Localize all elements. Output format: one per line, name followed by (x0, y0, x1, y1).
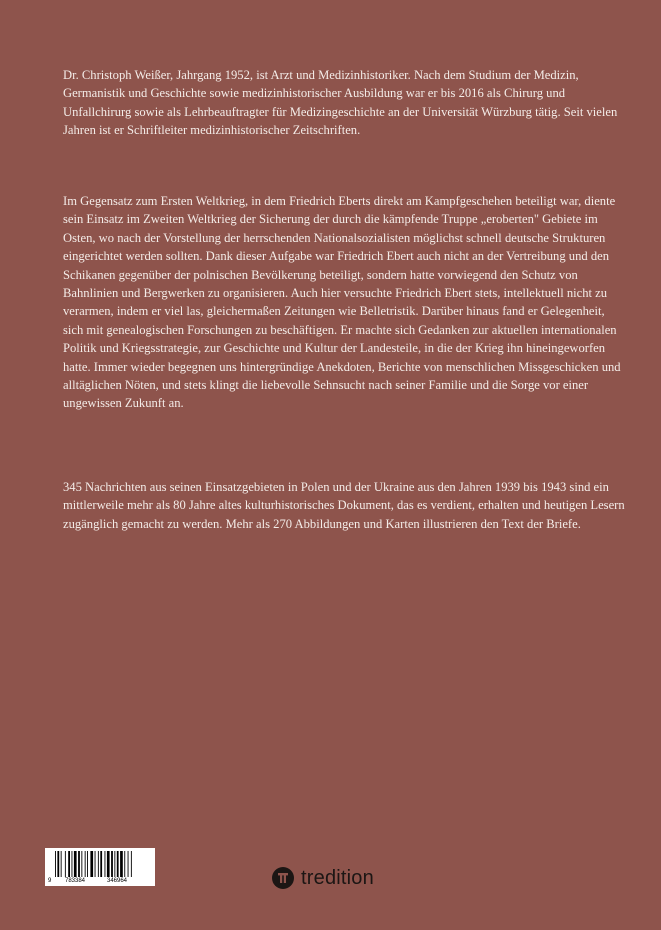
publisher-name: tredition (301, 866, 374, 889)
barcode-group-2: 346964 (107, 878, 128, 884)
barcode-lead-digit: 9 (48, 878, 52, 884)
barcode-bars (45, 848, 155, 886)
book-summary: 345 Nachrichten aus seinen Einsatzgebieten in Polen und der Ukraine aus den Jahren 1939 bis 1943 sind ein mittlerweile mehr als 80 Jahre altes kulturhistorisches Dokument, das es verdient, erhalten und heutigen Lesern zugänglich gemacht zu werden. Mehr als 270 Abbildungen und Karten illustrieren den Text der Briefe. (63, 480, 625, 531)
isbn-barcode (45, 848, 155, 886)
book-description: Im Gegensatz zum Ersten Weltkrieg, in dem Friedrich Eberts direkt am Kampfgeschehen beteiligt war, diente sein Einsatz im Zweiten Weltkrieg der Sicherung der durch die kämpfende Truppe „eroberten" Gebiete im Osten, wo nach der Vorstellung der herrschenden Nationalsozialisten möglichst schnell deutsche Strukturen eingerichtet werden sollten. Dank dieser Aufgabe war Friedrich Ebert auch nicht an der Vertreibung und den Schikanen gegenüber der polnischen Bevölkerung beteiligt, sondern hatte vorwiegend den Schutz von Bahnlinien und Bergwerken zu organisieren. Auch hier versuchte Friedrich Ebert stets, intellektuell nicht zu verarmen, indem er viel las, gleichermaßen Zeitungen wie Belletristik. Darüber hinaus fand er Gelegenheit, sich mit genealogischen Forschungen zu beschäftigen. Er machte sich Gedanken zur aktuellen internationalen Politik und Kriegsstrategie, zur Geschichte und Kultur der Landesteile, in die der Krieg ihn hineingeworfen hatte. Immer wieder begegnen uns hintergründige Anekdoten, Berichte von menschlichen Missgeschicken und alltäglichen Nöten, und stets klingt die liebevolle Sehnsucht nach seiner Familie und die Sorge vor einer ungewissen Zukunft an. (63, 194, 621, 411)
author-bio: Dr. Christoph Weißer, Jahrgang 1952, ist Arzt und Medizinhistoriker. Nach dem Studium der Medizin, Germanistik und Geschichte sowie medizinhistorischer Ausbildung war er bis 2016 als Chirurg und Unfallchirurg sowie als Lehrbeauftragter für Medizingeschichte an der Universität Würzburg tätig. Seit vielen Jahren ist er Schriftleiter medizinhistorischer Zeitschriften. (63, 68, 618, 138)
publisher-logo (272, 866, 374, 890)
barcode-group-1: 783384 (65, 878, 86, 884)
tredition-logo-icon (272, 867, 294, 889)
